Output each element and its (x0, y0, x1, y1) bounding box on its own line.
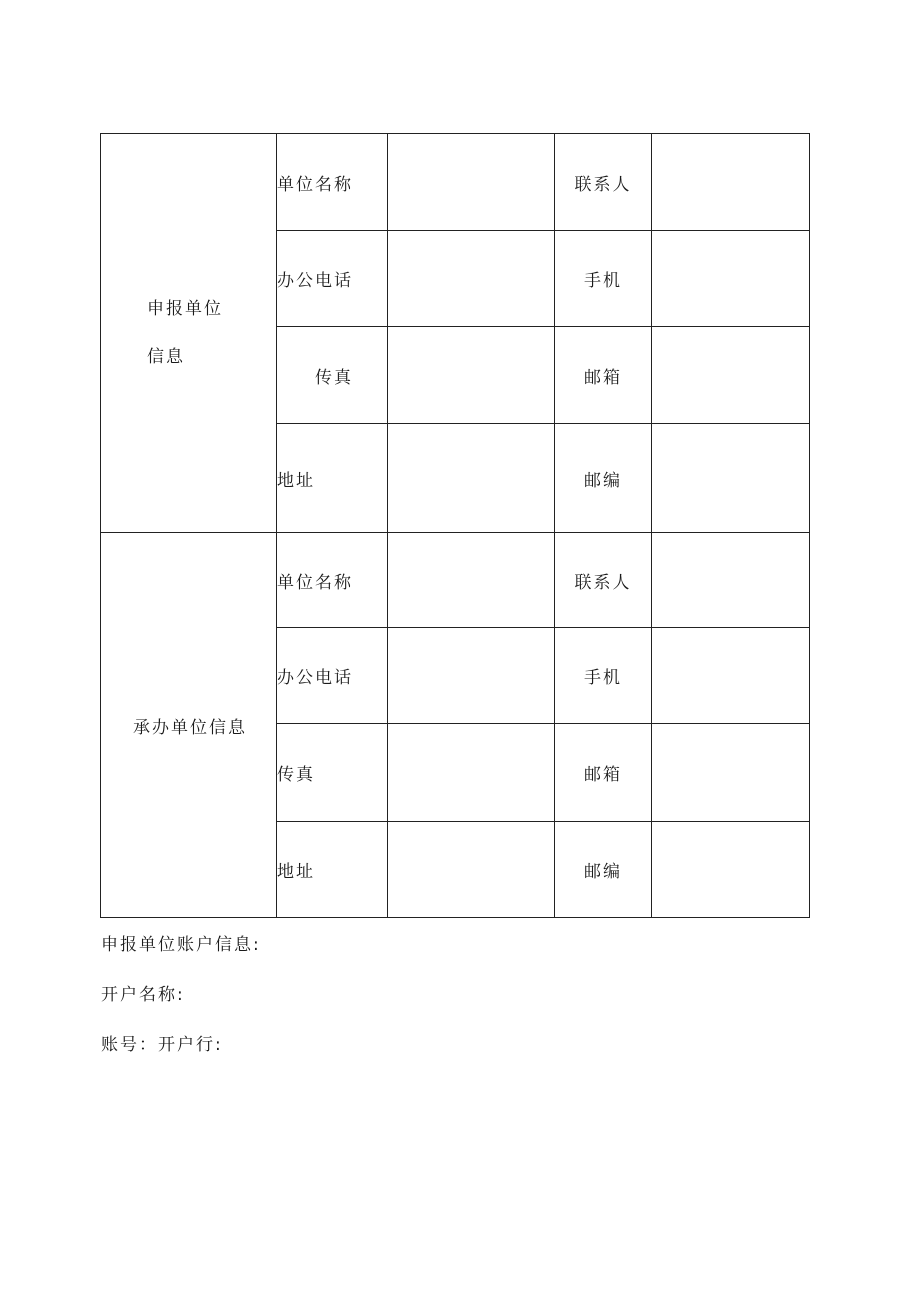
organizer-office-phone-field[interactable] (388, 628, 555, 724)
account-info-heading: 申报单位账户信息: (101, 935, 261, 955)
applicant-office-phone-label: 办公电话 (277, 231, 388, 327)
organizer-postcode-label: 邮编 (555, 822, 652, 918)
applicant-mobile-field[interactable] (652, 231, 810, 327)
organizer-postcode-field[interactable] (652, 822, 810, 918)
account-name-label: 开户名称: (101, 985, 185, 1005)
applicant-email-field[interactable] (652, 327, 810, 424)
applicant-org-name-field[interactable] (388, 134, 555, 231)
registration-form-table (100, 133, 810, 918)
organizer-section-label-text: 承办单位信息 (133, 717, 247, 738)
organizer-office-phone-label: 办公电话 (277, 628, 388, 724)
organizer-section-label (101, 533, 277, 918)
applicant-row-name (101, 134, 810, 231)
applicant-contact-field[interactable] (652, 134, 810, 231)
organizer-contact-field[interactable] (652, 533, 810, 628)
organizer-contact-label: 联系人 (555, 533, 652, 628)
applicant-section-label-line2: 信息 (147, 347, 185, 367)
applicant-section-label (101, 134, 277, 533)
organizer-email-label: 邮箱 (555, 724, 652, 822)
organizer-row-name (101, 533, 810, 628)
applicant-mobile-label: 手机 (555, 231, 652, 327)
applicant-address-field[interactable] (388, 424, 555, 533)
organizer-mobile-label: 手机 (555, 628, 652, 724)
organizer-org-name-label: 单位名称 (277, 533, 388, 628)
applicant-office-phone-field[interactable] (388, 231, 555, 327)
organizer-email-field[interactable] (652, 724, 810, 822)
applicant-postcode-field[interactable] (652, 424, 810, 533)
organizer-address-field[interactable] (388, 822, 555, 918)
applicant-address-label: 地址 (277, 424, 388, 533)
applicant-org-name-label: 单位名称 (277, 134, 388, 231)
applicant-fax-field[interactable] (388, 327, 555, 424)
applicant-postcode-label: 邮编 (555, 424, 652, 533)
applicant-email-label: 邮箱 (555, 327, 652, 424)
account-number-bank-label: 账号：开户行: (101, 1035, 223, 1055)
organizer-fax-label: 传真 (277, 724, 388, 822)
applicant-section-label-line1: 申报单位 (147, 299, 223, 319)
applicant-fax-label: 传真 (277, 327, 388, 424)
applicant-contact-label: 联系人 (555, 134, 652, 231)
organizer-org-name-field[interactable] (388, 533, 555, 628)
organizer-mobile-field[interactable] (652, 628, 810, 724)
organizer-fax-field[interactable] (388, 724, 555, 822)
organizer-address-label: 地址 (277, 822, 388, 918)
